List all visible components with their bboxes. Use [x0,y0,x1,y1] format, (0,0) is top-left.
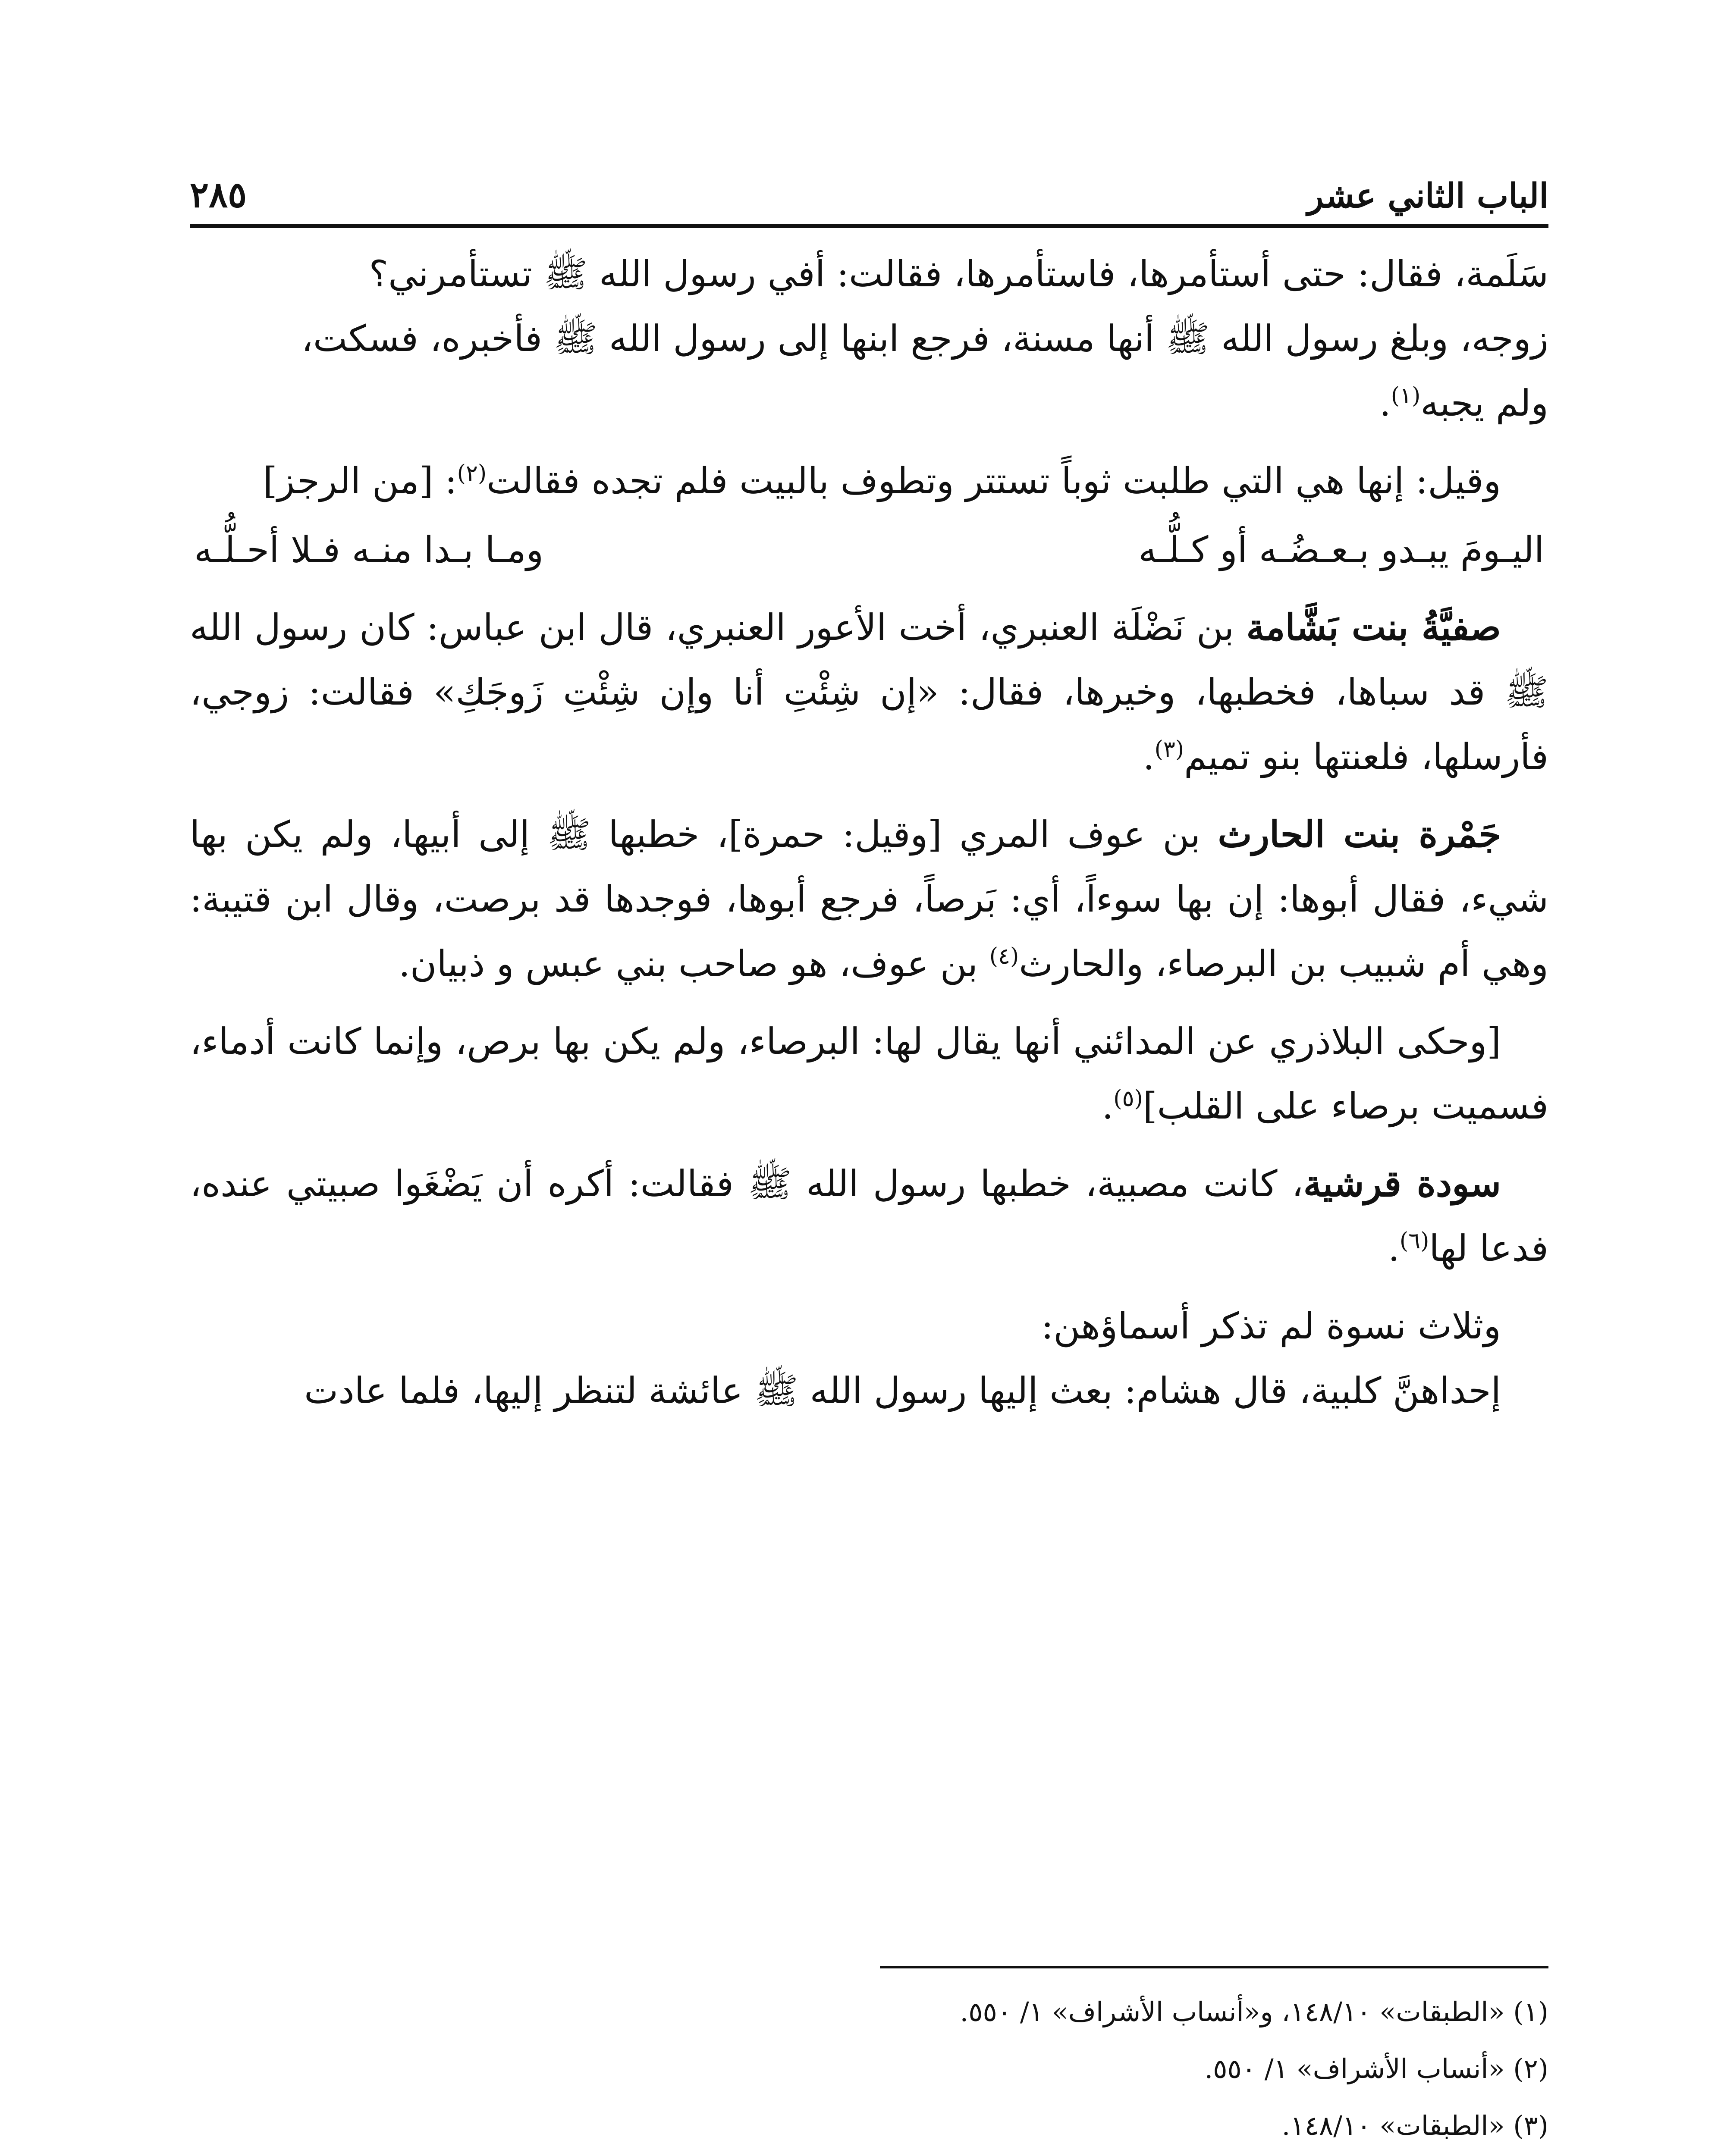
paragraph: وثلاث نسوة لم تذكر أسماؤهن: [1041,1305,1501,1347]
footnote [190,2154,1548,2156]
running-header [190,147,1548,216]
paragraph: إحداهنَّ كلبية، قال هشام: بعث إليها رسول الله ﷺ عائشة لتنظر إليها، فلما عادت [304,1369,1501,1412]
paragraph-line [190,371,1548,436]
paragraph-text: وقيل: إنها هي التي طلبت ثوباً تستتر وتطوف بالبيت فلم تجده فقالت [487,460,1501,502]
paragraph [190,595,1548,789]
paragraph-line: سَلَمة، فقال: حتى أستأمرها، فاستأمرها، فقالت: أفي رسول الله ﷺ تستأمرني؟ [369,253,1548,295]
footnotes-rule [880,1966,1548,1968]
paragraph-text: [وحكى البلاذري عن المدائني أنها يقال لها: البرصاء، ولم يكن بها برص، وإنما كانت أدماء، فسميت برصاء على القلب] [190,1020,1548,1127]
paragraph [190,1009,1548,1138]
footnote-ref: (٣) [1154,736,1184,762]
paragraph-text: : [من الرجز] [263,460,457,502]
person-name: صفيَّةُ بنت بَشَّامة [1246,606,1501,649]
footnotes [190,1984,1548,2156]
punctuation: . [1143,736,1155,778]
person-name: سودة قرشية [1303,1162,1501,1205]
footnote-ref: (٥) [1113,1086,1143,1112]
paragraph [190,1151,1548,1281]
paragraph-line: زوجه، وبلغ رسول الله ﷺ أنها مسنة، فرجع ابنها إلى رسول الله ﷺ فأخبره، فسكت، [301,317,1548,360]
paragraph [190,802,1548,996]
main-text [190,241,1548,1423]
footnote: (١) «الطبقات» ١٤٨/١٠، و«أنساب الأشراف» ١/ ٥٥٠. [960,1996,1548,2028]
paragraph-text: بن عوف المري [وقيل: حمرة]، خطبها ﷺ إلى أبيها، ولم يكن بها شيء، فقال أبوها: إن بها سوءاً، أي: بَرصاً، فرجع أبوها، فوجدها قد برصت، وقال ابن قتيبة: وهي أم شبيب بن البرصاء، والحارث [190,813,1548,985]
paragraph-text: بن عوف، هو صاحب بني عبس و ذبيان. [399,943,989,985]
verse-second-hemistich: ومـا بـدا منـه فـلا أحـلُّـه [194,529,544,571]
person-name: جَمْرة بنت الحارث [1218,813,1501,856]
page-number: ٢٨٥ [190,174,247,216]
punctuation: . [1102,1085,1114,1127]
footnote-ref: (٦) [1399,1228,1429,1254]
paragraph-text: بن نَضْلَة العنبري، أخت الأعور العنبري، قال ابن عباس: كان رسول الله ﷺ قد سباها، فخطبها، وخيرها، فقال: «إن شِئْتِ أنا وإن شِئْتِ زَوجَكِ» فقالت: زوجي، فأرسلها، فلعنتها بنو تميم [190,606,1548,778]
footnote-ref: (١) [1391,383,1421,409]
paragraph [190,448,1548,513]
footnote-ref: (٢) [457,461,487,486]
paragraph-text: ، كانت مصبية، خطبها رسول الله ﷺ فقالت: أكره أن يَضْغَوا صبيتي عنده، فدعا لها [190,1163,1548,1269]
chapter-title: الباب الثاني عشر [1307,176,1548,216]
verse-first-hemistich: اليـومَ يبـدو بـعـضُـه أو كـلُّـه [1138,529,1544,571]
footnote: (٢) «أنساب الأشراف» ١/ ٥٥٠. [1204,2053,1548,2084]
paragraph-text: ولم يجبه [1420,382,1548,424]
header-rule [190,224,1548,228]
poetry-verse [190,517,1548,582]
punctuation: . [1388,1227,1400,1269]
footnote-ref: (٤) [989,943,1019,969]
footnote: (٣) «الطبقات» ١٤٨/١٠. [1281,2110,1548,2141]
punctuation: . [1379,382,1391,424]
